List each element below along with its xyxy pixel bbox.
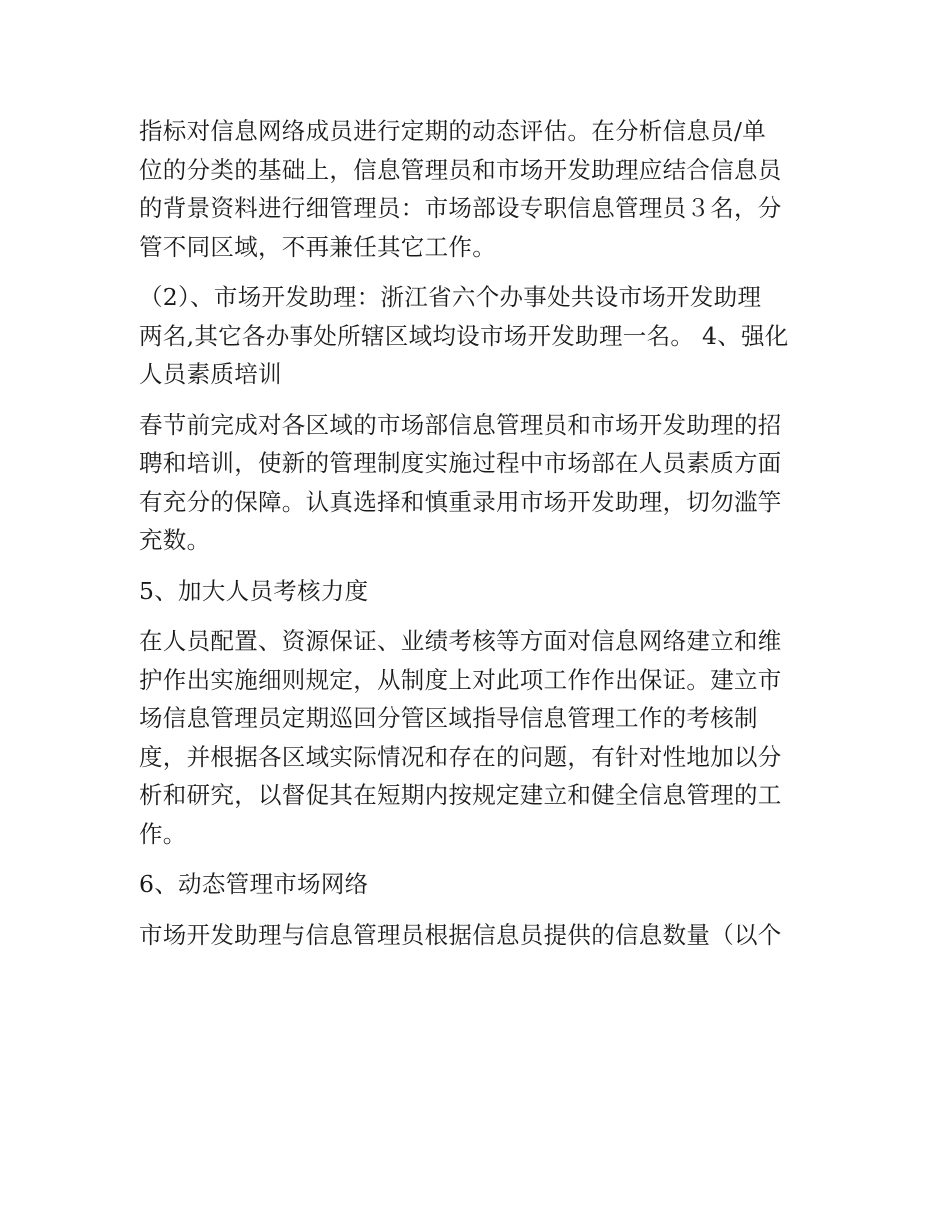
text-line: 市场开发助理与信息管理员根据信息员提供的信息数量（以个 (139, 920, 782, 949)
section-heading-6 (139, 865, 819, 904)
paragraph-dynamic (139, 916, 819, 955)
text-line: 6、动态管理市场网络 (139, 870, 369, 898)
text-line: 有充分的保障。认真选择和慎重录用市场开发助理，切勿滥竽 (139, 487, 782, 516)
text-line: 的背景资料进行细管理员：市场部设专职信息管理员３名，分 (139, 194, 782, 222)
text-line: 管不同区域，不再兼任其它工作。 (139, 232, 496, 261)
document-body (139, 112, 819, 954)
text-line: 作。 (139, 819, 187, 848)
section-heading-5 (139, 572, 819, 611)
text-line: 度，并根据各区域实际情况和存在的问题，有针对性地加以分 (139, 742, 782, 771)
paragraph-intro (139, 112, 819, 266)
text-line: 析和研究，以督促其在短期内按规定建立和健全信息管理的工 (139, 781, 782, 809)
text-line: （2）、市场开发助理：浙江省六个办事处共设市场开发助理 (139, 283, 762, 311)
text-line: 在人员配置、资源保证、业绩考核等方面对信息网络建立和维 (139, 627, 782, 655)
text-line: 位的分类的基础上，信息管理员和市场开发助理应结合信息员 (139, 155, 782, 184)
text-line: 春节前完成对各区域的市场部信息管理员和市场开发助理的招 (139, 410, 782, 439)
text-line: 场信息管理员定期巡回分管区域指导信息管理工作的考核制 (139, 704, 758, 732)
text-line: 两名,其它各办事处所辖区域均设市场开发助理一名。 4、强化 (139, 321, 789, 350)
text-line: 聘和培训，使新的管理制度实施过程中市场部在人员素质方面 (139, 449, 782, 477)
paragraph-assessment (139, 622, 819, 853)
text-line: 护作出实施细则规定，从制度上对此项工作作出保证。建立市 (139, 665, 782, 694)
paragraph-training (139, 406, 819, 560)
text-line: 5、加大人员考核力度 (139, 576, 369, 605)
text-line: 指标对信息网络成员进行定期的动态评估。在分析信息员/单 (139, 117, 767, 145)
text-line: 人员素质培训 (139, 360, 282, 388)
paragraph-assistant (139, 278, 819, 394)
text-line: 充数。 (139, 526, 211, 554)
